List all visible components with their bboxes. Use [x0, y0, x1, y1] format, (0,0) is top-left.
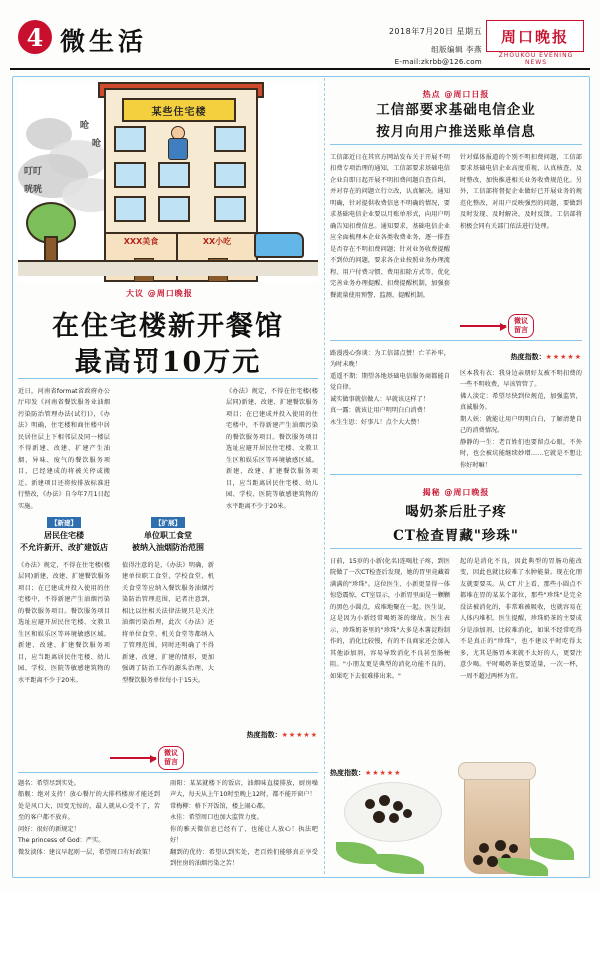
right-low-heat-label: 热度指数： — [330, 769, 365, 777]
list-item: 静静的一生：老百姓们也要留点心眼，不外时，也会被坑能继续妙增……它就是不想让你好时嘛！ — [460, 438, 582, 469]
right-mid-rule — [330, 340, 582, 341]
left-heat-row — [226, 722, 318, 741]
left-heat-label: 热度指数： — [246, 731, 282, 739]
list-item: The princess of God：严实。 — [18, 837, 105, 845]
contact-email: E-mail:zkrbb@126.com — [394, 58, 482, 66]
right-low-rule — [330, 548, 582, 549]
list-item: 永生生思：好事儿！点个大大赞！ — [330, 418, 423, 426]
masthead — [10, 18, 590, 70]
list-item: 期人妖：就能让用户明明白白，了解清楚自己的消费情况。 — [460, 415, 582, 435]
building-sign: 某些住宅楼 — [122, 98, 236, 122]
cartoon-illustration — [18, 82, 318, 282]
left-headline-line2: 最高罚10万元 — [74, 347, 262, 378]
publish-date: 2018年7月20日 星期五 — [388, 27, 482, 36]
right-low-heat-row — [330, 760, 450, 779]
noise-mark: 呛 — [80, 121, 90, 131]
right-comment-arrow — [460, 314, 534, 338]
left-box1-sub2: 不允许新开、改扩建饭店 — [20, 543, 108, 552]
person-figure — [166, 126, 188, 160]
left-byline-label: 大议 @周口晚报 — [126, 289, 193, 298]
list-item: 遥遥不期：期望各地基础电信服务商都能自觉自律。 — [330, 372, 450, 392]
list-item: 题名：希望尽到实处。 — [18, 780, 80, 787]
right-low-heat-stars: ★★★★★ — [365, 769, 402, 777]
left-comment-list-a — [18, 778, 160, 954]
left-comment-rule — [18, 772, 318, 773]
cup-lid — [458, 762, 536, 780]
left-box1 — [18, 510, 110, 554]
right-top-heat-stars: ★★★★★ — [545, 353, 582, 361]
pearl — [373, 811, 385, 823]
window — [158, 196, 190, 222]
tree — [26, 202, 72, 258]
list-item: 区本我有衣：我身边亲朋好友被不明扣费的一些不明收费，早该管管了。 — [460, 370, 582, 389]
list-item: 路漫漫心弥谈：为工信部点赞！亡羊补牢，为时未晚！ — [330, 350, 450, 369]
noise-mark: 呛 — [92, 139, 102, 149]
list-item: 雨阳：某某就楼下的饭店，油烟味直接排放，厨房噪声大，每天从上午10时至晚上12时，都不能开窗户！ — [170, 780, 318, 799]
right-comment-badge-line2: 留言 — [514, 325, 528, 334]
left-box1-sub1: 居民住宅楼 — [44, 531, 84, 540]
left-comment-badge — [158, 746, 184, 770]
leaf-decoration — [374, 854, 424, 874]
left-byline — [126, 288, 193, 299]
left-box1-body: 《办法》规定，不得在住宅楼(楼层同)新建、改建、扩建餐饮服务项目；在已建成并投入使用的住宅楼中，不得新建产生油烟污染的餐饮服务项目。餐饮服务项目选址应避开居民住宅楼、文教卫生区和娱乐区等环境敏感区域。新建、改建、扩建餐饮服务项目，应当距离居民住宅楼、幼儿园、学校、医院等敏感建筑物的水平距离不少于20米。 — [18, 562, 110, 684]
pearl — [403, 809, 412, 818]
window — [214, 196, 246, 222]
right-comment-badge-line1: 微议 — [514, 317, 528, 325]
list-item: 真一露：就该让用户明明白白消费！ — [330, 407, 429, 415]
pearl — [479, 843, 489, 853]
ground-line — [18, 260, 318, 276]
right-top-heat-row — [460, 344, 582, 363]
list-item: 诚实做事就信做人：早就该这样了！ — [330, 395, 429, 403]
pearl — [473, 855, 483, 865]
list-item: 翻到的优待：希望认到实处，老百姓们能够真正享受到住房的油烟污染之苦！ — [170, 848, 318, 868]
paper-logo: 周口晚报 — [486, 20, 584, 52]
left-box2-head: 【扩展】 — [151, 517, 185, 528]
window — [214, 126, 246, 152]
pearl-plate-photo — [344, 782, 442, 842]
right-low-title-line1: 喝奶茶后肚子疼 — [405, 504, 507, 520]
left-column — [18, 82, 318, 872]
left-extra-column: 《办法》规定，不得在住宅楼(楼层同)新建、改建、扩建餐饮服务项目；在已建成并投入使用的住宅楼中，不得新建产生油烟污染的餐饮服务项目。餐饮服务项目选址应避开居民住宅楼、文教卫生区和娱乐区等环境敏感区域。新建、改建、扩建餐饮服务项目，应当距离居民住宅楼、幼儿园、学校、医院等敏感建筑物的水平距离不少于20米。 — [226, 388, 318, 510]
window — [114, 196, 146, 222]
left-comment-badge-line1: 微议 — [164, 749, 178, 757]
list-item: 船舰：绝对支持！放心餐厅的大排档楼房才能还到处是风口大，因变无惊的，最人就从心受不了，苦至的客户都不放弃。 — [18, 791, 160, 822]
right-top-body-right: 针对媒体报道的个别不明扣费问题，工信部要求基础电信企业高度重视、认真核查、及时整改，加快推进相关业务收费规范化。另外，工信部将督促企业做好已开展业务的规范化整改，对用户反映强烈的问题，要做到及时发现、及时解决、及时反馈。工信部将积极会同有关部门依法进行处理。 — [460, 154, 582, 230]
list-item: 你的雅天微信息已经有了，也能让人放心！执法吧好！ — [170, 825, 318, 845]
list-item: 问好：很好的新规定！ — [18, 825, 80, 833]
column-divider — [324, 78, 325, 874]
list-item: 永佳：希望周口也加大监管力度。 — [170, 814, 263, 822]
right-low-tag-label: 揭秘 @周口晚报 — [422, 488, 490, 497]
headline-rule — [18, 378, 318, 379]
left-lead-paragraph: 近日，河南省format省政府办公厅印发《河南省餐饮服务业油烟污染防治管理办法(试行)》，《办法》明确，住宅楼和商住楼中居民居住层上下相邻层及同一楼层不得新建、改建、扩建产生油烟、异味、废气的餐饮服务项目，已经建成的将被关停或搬迁。新建项目还将按排放标准进行整改，《办法》自今年7月1日起实施。 — [18, 388, 110, 510]
window — [214, 162, 246, 188]
noise-mark: 叮叮 — [24, 167, 43, 177]
section-title: 微生活 — [60, 27, 148, 56]
right-top-heat-label: 热度指数： — [510, 353, 546, 361]
left-box2-sub2: 被纳入油烟防治范围 — [132, 543, 204, 552]
left-heat-stars: ★★★★★ — [281, 731, 318, 739]
shop-left-sign: XXX美食 — [104, 232, 178, 282]
right-mid-comments-left — [330, 348, 450, 458]
person-body — [168, 138, 188, 160]
left-box2-body: 值得注意的是，《办法》明确，新建单位职工食堂、学校食堂、机关食堂等应纳入餐饮服务油烟污染防治管理范围，记者注意到，相比以往相关法律法规只是关注油烟污染治理，此次《办法》还将单位食堂、机关食堂等都纳入了管理范围，同时还明确了不得新建、改建、扩建的情形，更加强调了防治工作的源头治理，大型餐饮服务单位每小于15天。 — [122, 562, 214, 684]
right-low-tag — [330, 480, 582, 499]
right-top-title-line2: 按月向用户推送账单信息 — [376, 124, 536, 140]
left-box2-sub1: 单位职工食堂 — [144, 531, 192, 540]
left-comment-list-b — [170, 778, 318, 954]
pearl — [379, 795, 390, 806]
window — [114, 126, 146, 152]
left-headline-line1: 在住宅楼新开餐馆 — [52, 311, 284, 342]
window — [114, 162, 146, 188]
right-top-tag-label: 热点 @周口日报 — [422, 90, 490, 99]
right-comment-badge — [508, 314, 534, 338]
page-number: 4 — [18, 20, 52, 54]
pearl — [495, 840, 506, 851]
right-low-body-right: 起的是消化不良，因此典型的胃肠功能改变，因此也就比较难了水肿能量。现在化朋友就要要买。从 CT 片上看，那些小圆点不都堆在胃的某某个部位，那些"珍珠"是完全没法被消化的，非常难被吸收，也就容易在人体内堆积。医生提醒，珍珠奶茶的主要成分是添加剂、比较难消化，如果不经常吃得不是真正的"珍珠"，也不建议平时吃得太多，尤其是肠胃本来就不太好的人，更要注意少喝。平时喝奶茶也要适量，一次一杯，一周不超过两杯为宜。 — [460, 558, 582, 680]
right-low-rule-top — [330, 474, 582, 475]
list-item: 微发淡体：建议早起则一层，希望周口有好政策！ — [18, 848, 155, 856]
shop-right-sign: XX小吃 — [176, 232, 258, 282]
pearl — [365, 799, 375, 809]
pearl — [509, 844, 518, 853]
pearl — [389, 813, 399, 823]
right-top-title-line1: 工信部要求基础电信企业 — [376, 102, 536, 118]
list-item: 佛人淡定：希望尽快到位规范，加强监管，真诚服务。 — [460, 392, 582, 412]
right-column — [330, 82, 582, 872]
list-item: 常梅柳：格下开饭馆，楼上闹心都。 — [170, 802, 269, 810]
paper-logo-subtitle: ZHOUKOU EVENING NEWS — [498, 52, 574, 66]
right-low-body-left: 日前，15岁的小新(化名)连喝肚子疼，到医院做了一次CT检查后发现，她的胃里竟藏着满满的"珍珠"。这位医生、小新更显得一体惊恐震惊，CT室显示，小新胃里面是一颗颗的黑色小圆点，成堆地聚在一起。医生说，这是因为小新经常喝奶茶的缘故。医生表示，珍珠奶茶里的"珍珠"大多是木薯淀粉制作的，消化比较慢，有的不良商家还会加入其他添加剂，容易导致消化不良甚至肠梗阻。"小朋友更是典型的消化功能不良的，如果吃下去很难排出来。" — [330, 558, 450, 680]
right-mid-comments-right — [460, 368, 582, 478]
arrow-icon — [460, 325, 506, 327]
right-low-title-line2: CT检查胃藏"珍珠" — [393, 528, 519, 544]
car — [254, 232, 304, 258]
window — [158, 162, 190, 188]
pearl — [393, 801, 403, 811]
noise-mark: 咣咣 — [24, 185, 43, 195]
pearl — [487, 856, 498, 867]
leaf-decoration — [336, 842, 378, 864]
editor-credit: 组版编辑 李燕 — [431, 45, 482, 54]
tree-trunk — [44, 236, 58, 262]
right-top-rule — [330, 144, 582, 145]
left-comment-badge-line2: 留言 — [164, 757, 178, 766]
left-box2 — [122, 510, 214, 554]
right-top-body-left: 工信部近日在其官方网站发布关于开展不明扣费专项治理的通知，工信部要求基础电信企业自即日起开展不明扣费问题自查自纠，并对存在的问题立行立改，认真解决。通知明确，针对提供收费信息不明确的情况，要求基础电信企业要以月账单形式，向用户明确告知扣费信息。通知要求，基础电信企业应全面梳理本企业各类收费业务，逐一排查是否存在不明扣费问题；针对业务收费提醒不到位的问题，要求各企业按照业务办理流程、用户付费习惯、费用扣除方式等，优化完善业务办理提醒、扣费提醒机制，加强套餐流量使用预警、监测、提醒机制。 — [330, 154, 450, 299]
left-box1-head: 【新建】 — [47, 517, 81, 528]
left-comment-arrow — [110, 746, 184, 770]
arrow-icon — [110, 757, 156, 759]
